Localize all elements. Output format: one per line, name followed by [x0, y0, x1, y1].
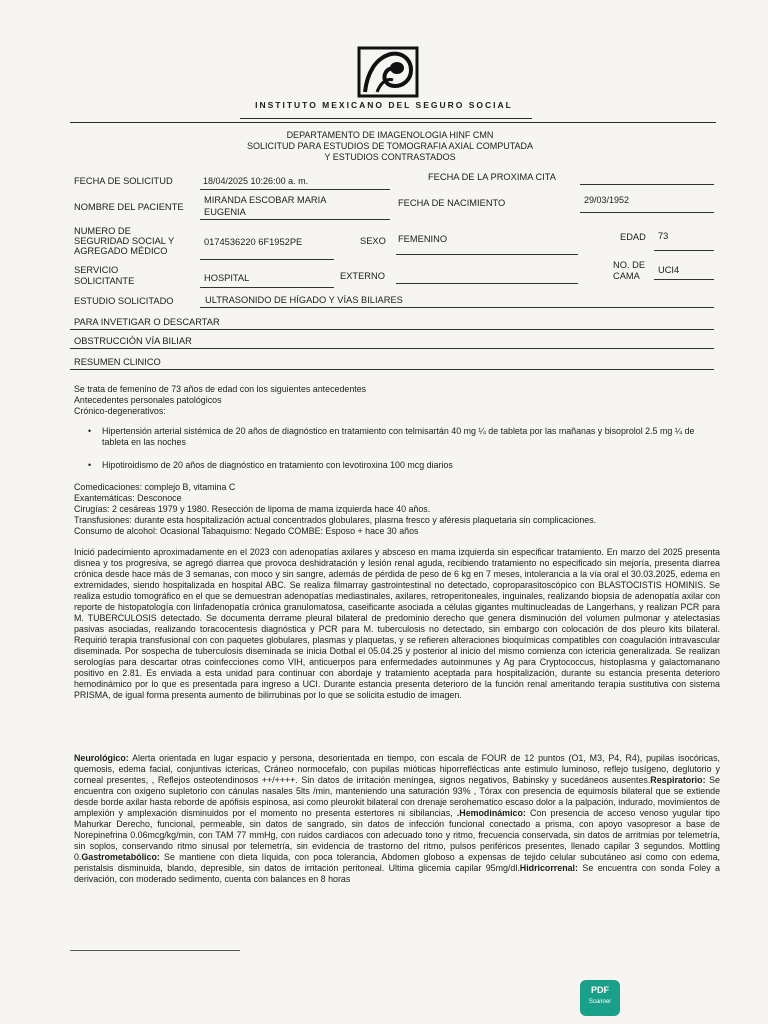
field-line	[200, 219, 390, 220]
intro-line: Antecedentes personales patológicos	[74, 395, 222, 405]
cirugias: Cirugías: 2 cesáreas 1979 y 1980. Resección de lipoma de mama izquierda hace 40 años.	[74, 504, 431, 514]
hidro-text: Se encuentra con sonda Foley a derivación, con moderado sedimento, cuenta con balances en 8 horas	[74, 863, 720, 884]
hemo-label: .Hemodinámico:	[456, 808, 526, 818]
gastro-text: Se mantiene con dieta líquida, con poca tolerancia, Abdomen globoso a expensas de tejido celular subcutáneo asi como con edema, peristalsis disminuida, blando, depresible, sin datos de irritación peritoneal. Ultima glicemia capilar 95mg/dl.	[74, 852, 720, 873]
field-line	[580, 212, 714, 213]
neuro-text: Alerta orientada en lugar espacio y persona, desorientada en tiempo, con escala de FOUR de 12 puntos (O1, M3, P4, R4), pupilas isocóricas, quemosis, edema facial, conjuntivas ictericas, Cráneo normocefalo, con pupilas mióticas hiporreflécticas ante estimulo luminoso, reflejo tusígeno, deglutorio y corneal presentes, , Reflejos osteotendinosos ++/++++. Sin datos de irritación meníngea, signos negativos, Babinsky y sucedáneos ausentes.	[74, 753, 720, 785]
divider	[70, 950, 240, 951]
nss-label-line: NUMERO DE	[74, 226, 131, 236]
comedicaciones: Comedicaciones: complejo B, vitamina C	[74, 482, 236, 492]
bullet-item	[88, 460, 718, 471]
bullet-icon: •	[88, 426, 92, 436]
investigar-value: OBSTRUCCIÓN VÍA BILIAR	[74, 336, 192, 346]
field-line	[396, 283, 578, 284]
field-line	[70, 329, 714, 330]
servicio-label-line: SERVICIO	[74, 265, 119, 275]
bullet-item	[88, 426, 718, 448]
nacimiento-value: 29/03/1952	[584, 195, 630, 205]
nombre-value-line1: MIRANDA ESCOBAR MARIA	[204, 195, 327, 205]
estudio-label: ESTUDIO SOLICITADO	[74, 296, 174, 306]
cama-label-line: NO. DE	[613, 260, 646, 270]
servicio-label	[74, 265, 134, 287]
field-line	[654, 250, 714, 251]
exploracion-text	[74, 753, 720, 885]
bullet-text: Hipertensión arterial sistémica de 20 años de diagnóstico en tratamiento con telmisartán 40 mg ¼ de tableta por las mañanas y bisoprolol 2.5 mg ¼ de tableta en las noches	[102, 426, 695, 447]
intro-line: Crónico-degenerativos:	[74, 406, 166, 416]
bullet-text: Hipotiroidismo de 20 años de diagnóstico en tratamiento con levotiroxina 100 mcg diarios	[102, 460, 453, 470]
fecha-solicitud-value: 18/04/2025 10:26:00 a. m.	[203, 176, 309, 186]
field-line	[200, 307, 714, 308]
proxima-cita-label: FECHA DE LA PROXIMA CITA	[428, 172, 556, 182]
resumen-label: RESUMEN CLINICO	[74, 357, 161, 367]
dept-line: Y ESTUDIOS CONTRASTADOS	[324, 152, 456, 162]
padecimiento-paragraph	[74, 547, 720, 701]
sexo-label: SEXO	[360, 236, 386, 246]
servicio-label-line: SOLICITANTE	[74, 276, 135, 286]
nombre-label: NOMBRE DEL PACIENTE	[74, 202, 184, 212]
transfusiones: Transfusiones: durante esta hospitalización actual concentrados globulares, plasma fresco y aféresis plaquetaria sin complicaciones.	[74, 515, 597, 525]
field-line	[70, 348, 714, 349]
field-line	[200, 287, 334, 288]
nss-label-line: SEGURIDAD SOCIAL Y	[74, 236, 175, 246]
institution-name: INSTITUTO MEXICANO DEL SEGURO SOCIAL	[255, 100, 513, 110]
antecedentes-intro	[74, 384, 720, 417]
cama-value: UCI4	[658, 265, 680, 275]
exantematicas: Exantemáticas: Desconoce	[74, 493, 182, 503]
field-line	[396, 254, 578, 255]
badge-subtitle: Scanner	[588, 999, 612, 1005]
externo-label: EXTERNO	[340, 271, 385, 281]
bullet-icon: •	[88, 460, 92, 470]
resp-label: Respiratorio:	[650, 775, 706, 785]
nacimiento-label: FECHA DE NACIMIENTO	[398, 198, 506, 208]
dept-line: DEPARTAMENTO DE IMAGENOLOGIA HINF CMN	[286, 130, 494, 140]
servicio-value: HOSPITAL	[204, 273, 250, 283]
hidro-label: Hidricorrenal:	[519, 863, 578, 873]
nss-label	[74, 226, 174, 256]
antecedentes-list	[74, 482, 720, 537]
resp-text: Se encuentra con oxigeno supletorio con cánulas nasales 5lts /min, manteniendo una saturación 93% , Tórax con presencia de equimosis bilateral que se extiende desde borde axilar hasta reborde de apófisis espinosa, asi como pleurokit bilateral con drenaje serohematico escaso dolor a la palpación, indurado, movimientos de amplexión y amplexación disminuidos por el momento no presenta estertores ni sibilancias,	[74, 775, 720, 818]
investigar-label: PARA INVETIGAR O DESCARTAR	[74, 317, 220, 327]
edad-value: 73	[658, 231, 669, 241]
neuro-label: Neurológico:	[74, 753, 129, 763]
field-line	[200, 189, 390, 190]
badge-title: PDF	[591, 985, 609, 995]
nss-value: 0174536220 6F1952PE	[204, 237, 303, 247]
gastro-label: Gastrometabólico:	[81, 852, 160, 862]
divider	[70, 122, 716, 123]
department-header	[200, 130, 580, 163]
field-line	[580, 184, 714, 185]
cama-label	[613, 260, 645, 282]
divider	[240, 118, 532, 119]
padecimiento-text: Inició padecimiento aproximadamente en el 2023 con adenopatías axilares y absceso en mama izquierda sin especificar tratamiento. En marzo del 2025 presenta disnea y tos progresiva, se agregó diarrea que provoca deshidratación y lesión renal aguda, recibiendo tratamiento no especificado sin mejoría, presenta diarrea crónica desde hace más de 3 semanas, con moco y sin sangre, además de pérdida de peso de 6 kg en 7 meses, intolerancia a la vía oral el 30.03.2025, edema en extremidades, siendo hospitalizada en hospital ABC. Se realiza filmarray gastrointestinal no detectado, coproparasitoscópico con BLASTOCISTIS HOMINIS. Se realiza estudio tomográfico en el que se demuestran adenopatías mediastinales, axilares, retroperitoneales, inguinales, realizando biopsia de adenopatía axilar con reporte de histopatología con linfadenopatía crónica granulomatosa, caseificante asociada a células gigantes multinucleadas de Langerhans, y realizan PCR para M. TUBERCULOSIS detectado. Se documenta derrame pleural bilateral de predominio derecho que genera disminución del volumen pulmonar y atelectasias pasivas asociadas, realizando toracocentesis diagnóstica y PCR para M. tuberculosis no detectado, sin embargo con colocación de dos pleuro kits bilateral. Requirió terapia transfusional con con paquetes globulares, plasmas y plaquetas, y se refieren alteraciones bioquímicas compatibles con coagulación intravascular diseminada. Por sospecha de tuberculosis diseminada se inicia Dotbal el 05.04.25 y posterior al inicio del mismo comienza con ictericia generalizada. Se realizan serologías para descartar otras coinfecciones como VIH, anticuerpos para enfermedades autoinmunes y Ag para Cryptococcus, histoplasma y galactomanano positivo en 2.81. Es enviada a esta unidad para continuar con abordaje y tratamiento aceptada para hospitalización, durante su estancia presenta deterioro hemodinámico por lo que es presentada para ingreso a UCI. Durante estancia presenta deterioro de la función renal ameritando terapia sustitutiva con sistema PRISMA, de igual forma presenta aumento de bilirrubinas por lo que se solicita estudio de imagen.	[74, 547, 720, 700]
exploracion-paragraph	[74, 753, 720, 885]
imss-logo	[357, 46, 419, 98]
estudio-value: ULTRASONIDO DE HÍGADO Y VÍAS BILIARES	[205, 295, 403, 305]
field-line	[654, 279, 714, 280]
pdf-scanner-badge[interactable]	[580, 980, 620, 1016]
nss-label-line: AGREGADO MÉDICO	[74, 246, 168, 256]
nombre-value-line2: EUGENIA	[204, 207, 246, 217]
intro-line: Se trata de femenino de 73 años de edad con los siguientes antecedentes	[74, 384, 367, 394]
hemo-text: Con presencia de acceso venoso yugular tipo Mahurkar Derecho, funcional, permeable, sin datos de sangrado, sin datos de infección funcional conectado a prisma, con apoyo vasopresor a base de Norepinefrina 0.06mcg/kg/min, con TAM 77 mmHg, con ruidos cardiacos con adecuado tono y ritmo, frecuencia conservada, sin datos de arritmias por telemetría, sin soplos, conservando ritmo sinusal por telemetría, sin evidencia de trastorno del ritmo, pulsos periféricos presentes, llenado capilar 3 segundos. Mottling 0.	[74, 808, 720, 862]
dept-line: SOLICITUD PARA ESTUDIOS DE TOMOGRAFIA AXIAL COMPUTADA	[246, 141, 534, 151]
fecha-solicitud-label: FECHA DE SOLICITUD	[74, 176, 173, 186]
consumo: Consumo de alcohol: Ocasional Tabaquismo: Negado COMBE: Esposo + hace 30 años	[74, 526, 419, 536]
cama-label-line: CAMA	[613, 271, 640, 281]
edad-label: EDAD	[620, 232, 646, 242]
field-line	[70, 369, 714, 370]
field-line	[200, 259, 334, 260]
sexo-value: FEMENINO	[398, 234, 448, 244]
